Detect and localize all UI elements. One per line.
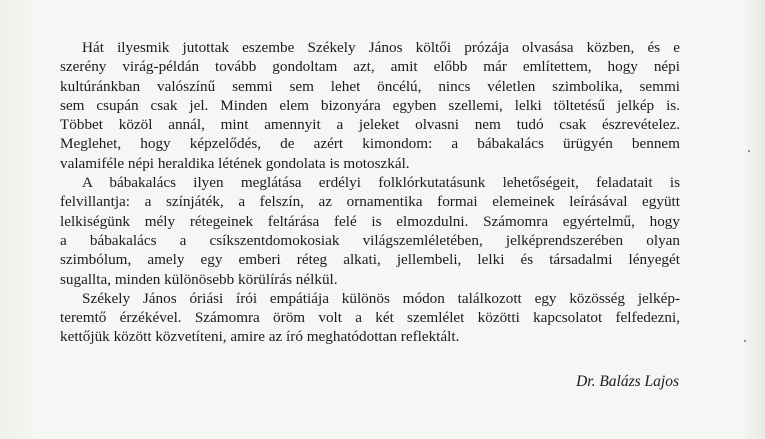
- text-line: sugallta, minden különösebb körülírás nélkül.: [60, 270, 338, 288]
- scan-speck: [748, 150, 750, 152]
- paragraph-1: [60, 38, 680, 173]
- text-line: kultúránkban valószínű semmi sem lehet öncélú, nincs véletlen szimbolika, semmi: [60, 77, 680, 95]
- text-line: teremtő érzékével. Számomra öröm volt a két szemlélet közötti kapcsolatot felfedezni,: [60, 309, 680, 327]
- body-text: [60, 38, 680, 347]
- paragraph-2: [60, 173, 680, 289]
- text-line: Székely János óriási írói empátiája különös módon találkozott egy közösség jelkép-: [82, 289, 680, 307]
- text-line: felvillantja: a színjáték, a felszín, az ornamentika formai elemeinek leírásával együtt: [60, 193, 680, 211]
- text-line: szerény virág-példán tovább gondoltam azt, amit előbb már említettem, hogy népi: [60, 58, 680, 76]
- scan-speck: [744, 340, 746, 342]
- text-line: A bábakalács ilyen meglátása erdélyi folklórkutatásunk lehetőségeit, feladatait is: [82, 174, 680, 192]
- text-line: sem csupán csak jel. Minden elem bizonyára egyben szellemi, lelki töltetésű jelkép is.: [60, 96, 680, 114]
- text-line: kettőjük között közvetíteni, amire az író meghatódottan reflektált.: [60, 328, 460, 346]
- paragraph-3: [60, 289, 680, 347]
- text-line: lelkiségünk mély rétegeinek feltárása felé is elmozdulni. Számomra egyértelmű, hogy: [60, 212, 680, 230]
- text-line: Többet közöl annál, mint amennyit a jeleket olvasni nem tudó csak észrevételez.: [60, 116, 680, 134]
- text-line: Meglehet, hogy képzelődés, de azért kimondom: a bábakalács ürügyén bennem: [60, 135, 680, 153]
- text-line: Hát ilyesmik jutottak eszembe Székely János költői prózája olvasása közben, és e: [82, 39, 680, 56]
- text-line: valamiféle népi heraldika létének gondolata is motoszkál.: [60, 154, 410, 172]
- text-line: szimbólum, amely egy emberi réteg alkati, jellembeli, lelki és társadalmi lényegét: [60, 251, 680, 269]
- author-signature: Dr. Balázs Lajos: [576, 373, 679, 390]
- text-line: a bábakalács a csíkszentdomokosiak világszemléletében, jelképrendszerében olyan: [60, 231, 680, 249]
